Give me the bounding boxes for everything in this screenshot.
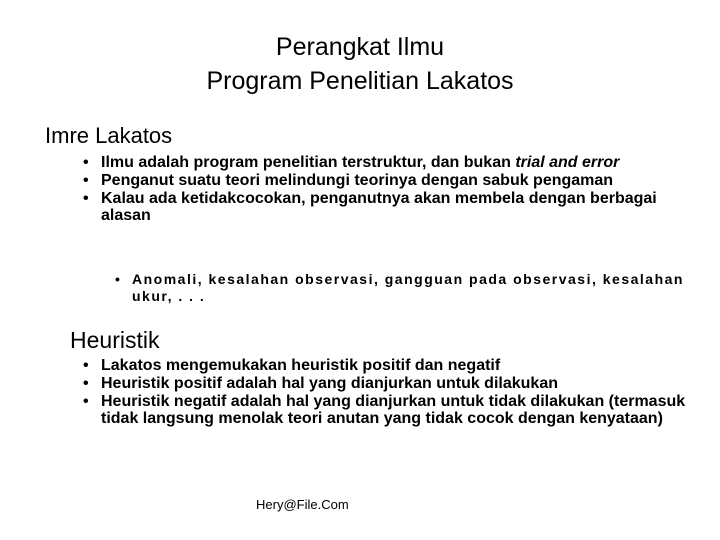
list-item (78, 154, 678, 171)
list-item: • Lakatos mengemukakan heuristik positif dan negatif (78, 357, 688, 374)
title-line-1: Perangkat Ilmu (275, 33, 445, 61)
section-heading-lakatos: Imre Lakatos (45, 123, 173, 148)
list-item: • Heuristik positif adalah hal yang dianjurkan untuk dilakukan (78, 375, 688, 392)
list-item: • Heuristik negatif adalah hal yang dianjurkan untuk tidak dilakukan (termasuk tidak langsung menolak teori anutan yang tidak cocok dengan kenyataan) (78, 393, 688, 427)
slide-title (0, 30, 720, 98)
list-item: • Penganut suatu teori melindungi teorinya dengan sabuk pengaman (78, 172, 678, 189)
bullet-italic-text: trial and error (515, 154, 620, 171)
bullet-text: Ilmu adalah program penelitian terstruktur, dan bukan (101, 154, 516, 171)
title-line-2: Program Penelitian Lakatos (206, 67, 514, 95)
lakatos-bullet-list (78, 154, 678, 225)
section-heading-heuristik: Heuristik (70, 327, 160, 353)
heuristik-bullet-list (78, 357, 688, 428)
list-item: • Kalau ada ketidakcocokan, penganutnya akan membela dengan berbagai alasan (78, 190, 678, 224)
lakatos-sub-bullet-list (110, 271, 690, 305)
sub-list-item: • Anomali, kesalahan observasi, gangguan pada observasi, kesalahan ukur, . . . (110, 271, 690, 305)
footer-email: Hery@File.Com (256, 497, 349, 512)
